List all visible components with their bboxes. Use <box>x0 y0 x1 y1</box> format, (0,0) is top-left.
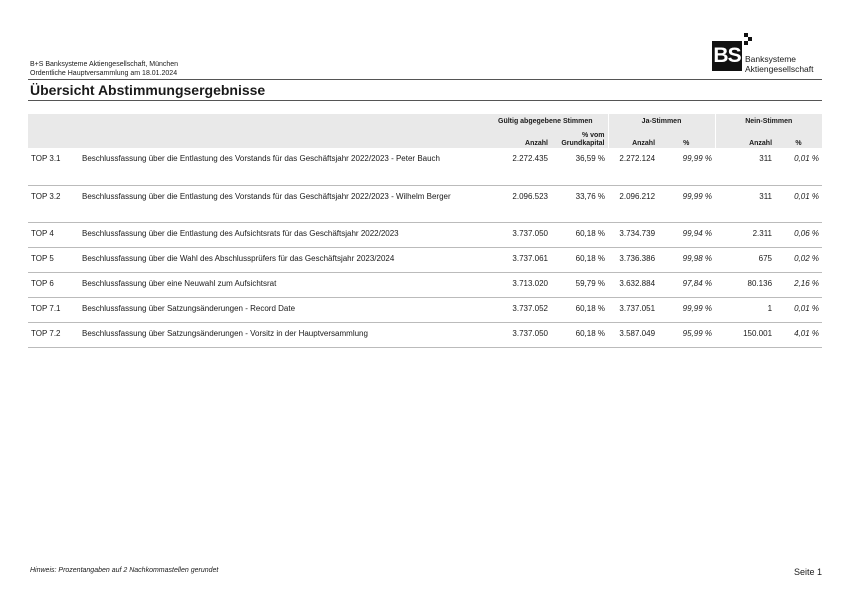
valid-count: 2.272.435 <box>483 148 551 185</box>
no-count: 1 <box>715 297 775 322</box>
no-count: 675 <box>715 247 775 272</box>
col-capital-pct-line-2: Grundkapital <box>561 140 605 147</box>
capital-pct: 33,76 % <box>551 185 608 222</box>
logo-dot <box>744 41 748 45</box>
valid-count: 3.737.052 <box>483 297 551 322</box>
company-line: B+S Banksysteme Aktiengesellschaft, München <box>30 61 179 68</box>
resolution-description: Beschlussfassung über die Wahl des Abschlussprüfers für das Geschäftsjahr 2023/2024 <box>79 247 483 272</box>
group-header-row <box>28 114 822 128</box>
no-count: 311 <box>715 148 775 185</box>
meeting-line: Ordentliche Hauptversammlung am 18.01.2024 <box>30 70 178 77</box>
agenda-item: TOP 4 <box>28 222 79 247</box>
yes-count: 3.734.739 <box>608 222 658 247</box>
company-logo <box>712 33 824 77</box>
no-count: 311 <box>715 185 775 222</box>
resolution-description: Beschlussfassung über die Entlastung des Aufsichtsrats für das Geschäftsjahr 2022/2023 <box>79 222 483 247</box>
col-capital-pct <box>551 128 608 148</box>
valid-count: 3.713.020 <box>483 272 551 297</box>
table-row <box>28 247 822 272</box>
yes-pct: 99,94 % <box>658 222 715 247</box>
col-yes-count: Anzahl <box>608 128 658 148</box>
header-spacer <box>28 114 483 128</box>
document-header <box>30 60 178 78</box>
logo-mark: BS <box>712 41 742 71</box>
resolution-description: Beschlussfassung über Satzungsänderungen - Vorsitz in der Hauptversammlung <box>79 322 483 347</box>
capital-pct: 60,18 % <box>551 247 608 272</box>
no-count: 2.311 <box>715 222 775 247</box>
col-no-pct: % <box>775 128 822 148</box>
yes-pct: 99,99 % <box>658 148 715 185</box>
yes-pct: 99,99 % <box>658 185 715 222</box>
yes-count: 2.272.124 <box>608 148 658 185</box>
capital-pct: 36,59 % <box>551 148 608 185</box>
yes-count: 3.587.049 <box>608 322 658 347</box>
column-header-row <box>28 128 822 148</box>
no-pct: 0,01 % <box>775 148 822 185</box>
group-yes-votes: Ja-Stimmen <box>608 114 715 128</box>
no-count: 80.136 <box>715 272 775 297</box>
yes-pct: 97,84 % <box>658 272 715 297</box>
valid-count: 3.737.050 <box>483 222 551 247</box>
page-number: Seite 1 <box>793 567 822 577</box>
col-capital-pct-line-1: % vom <box>581 132 605 139</box>
no-pct: 4,01 % <box>775 322 822 347</box>
no-pct: 0,06 % <box>775 222 822 247</box>
header-spacer <box>28 128 483 148</box>
no-pct: 0,01 % <box>775 297 822 322</box>
col-no-count: Anzahl <box>715 128 775 148</box>
yes-count: 2.096.212 <box>608 185 658 222</box>
table-row <box>28 148 822 185</box>
no-pct: 0,02 % <box>775 247 822 272</box>
table-row <box>28 185 822 222</box>
yes-count: 3.737.051 <box>608 297 658 322</box>
agenda-item: TOP 3.1 <box>28 148 79 185</box>
rounding-note: Hinweis: Prozentangaben auf 2 Nachkommastellen gerundet <box>30 567 219 574</box>
yes-pct: 99,99 % <box>658 297 715 322</box>
agenda-item: TOP 3.2 <box>28 185 79 222</box>
valid-count: 3.737.061 <box>483 247 551 272</box>
logo-text <box>745 54 814 74</box>
agenda-item: TOP 5 <box>28 247 79 272</box>
logo-dot <box>748 37 752 41</box>
yes-count: 3.736.386 <box>608 247 658 272</box>
table-row <box>28 272 822 297</box>
agenda-item: TOP 6 <box>28 272 79 297</box>
yes-pct: 99,98 % <box>658 247 715 272</box>
capital-pct: 60,18 % <box>551 322 608 347</box>
group-no-votes: Nein-Stimmen <box>715 114 822 128</box>
results-table <box>28 114 822 348</box>
valid-count: 3.737.050 <box>483 322 551 347</box>
valid-count: 2.096.523 <box>483 185 551 222</box>
logo-line-1: Banksysteme <box>745 54 797 64</box>
header-rule <box>28 79 822 80</box>
agenda-item: TOP 7.2 <box>28 322 79 347</box>
title-rule <box>28 100 822 101</box>
no-count: 150.001 <box>715 322 775 347</box>
table-row <box>28 222 822 247</box>
resolution-description: Beschlussfassung über die Entlastung des Vorstands für das Geschäftsjahr 2022/2023 - Peter Bauch <box>79 148 483 185</box>
table-row <box>28 322 822 347</box>
col-yes-pct: % <box>658 128 715 148</box>
logo-line-2: Aktiengesellschaft <box>745 64 814 74</box>
col-valid-count: Anzahl <box>483 128 551 148</box>
agenda-item: TOP 7.1 <box>28 297 79 322</box>
resolution-description: Beschlussfassung über die Entlastung des Vorstands für das Geschäftsjahr 2022/2023 - Wilhelm Berger <box>79 185 483 222</box>
no-pct: 0,01 % <box>775 185 822 222</box>
no-pct: 2,16 % <box>775 272 822 297</box>
capital-pct: 60,18 % <box>551 297 608 322</box>
resolution-description: Beschlussfassung über eine Neuwahl zum Aufsichtsrat <box>79 272 483 297</box>
capital-pct: 60,18 % <box>551 222 608 247</box>
table-row <box>28 297 822 322</box>
yes-pct: 95,99 % <box>658 322 715 347</box>
yes-count: 3.632.884 <box>608 272 658 297</box>
capital-pct: 59,79 % <box>551 272 608 297</box>
group-valid-votes: Gültig abgegebene Stimmen <box>483 114 608 128</box>
resolution-description: Beschlussfassung über Satzungsänderungen - Record Date <box>79 297 483 322</box>
page-title: Übersicht Abstimmungsergebnisse <box>30 82 266 98</box>
